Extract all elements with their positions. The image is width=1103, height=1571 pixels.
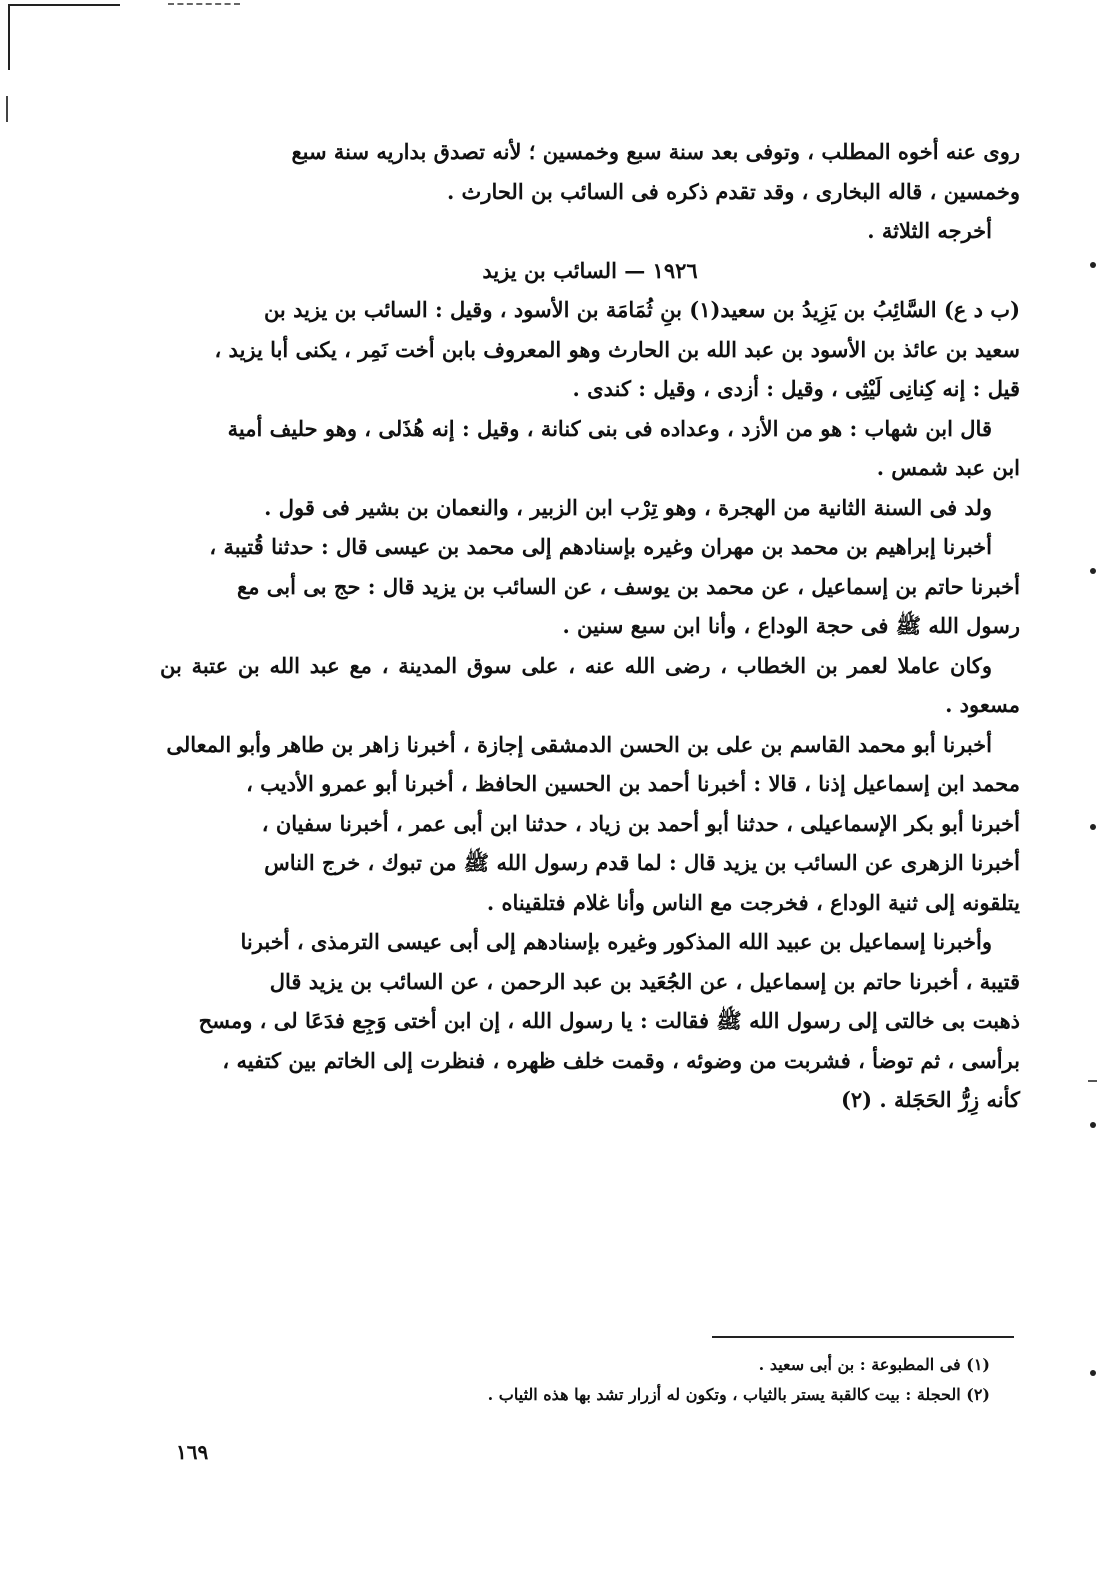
text-line: يتلقونه إلى ثنية الوداع ، فخرجت مع الناس وأنا غلام فتلقيناه . bbox=[486, 889, 1020, 915]
entry-title: ١٩٢٦ — السائب بن يزيد bbox=[482, 257, 698, 283]
paragraph-birth bbox=[160, 488, 1020, 528]
scan-corner-mark-vertical bbox=[8, 4, 10, 70]
page-number: ١٦٩ bbox=[176, 1440, 209, 1464]
paragraph-hadith-seal bbox=[160, 922, 1020, 1120]
footnote-2: (٢) الحجلة : بيت كالقبة يستر بالثياب ، وتكون له أزرار تشد بها هذه الثياب . bbox=[487, 1385, 990, 1404]
text-line: وخمسين ، قاله البخارى ، وقد تقدم ذكره فى السائب بن الحارث . bbox=[446, 178, 1020, 204]
scan-corner-mark bbox=[8, 4, 120, 6]
paragraph-continuation bbox=[160, 132, 1020, 211]
text-line: أخبرنا حاتم بن إسماعيل ، عن محمد بن يوسف ، عن السائب بن يزيد قال : حج بى أبى مع bbox=[237, 573, 1020, 599]
text-line: ولد فى السنة الثانية من الهجرة ، وهو تِرْب ابن الزبير ، والنعمان بن بشير فى قول . bbox=[264, 494, 992, 520]
scan-edge-tick bbox=[6, 96, 8, 122]
text-line: أخبرنا إبراهيم بن محمد بن مهران وغيره بإسنادهم إلى محمد بن عيسى قال : حدثنا قُتيبة ، bbox=[209, 534, 992, 559]
text-line: وكان عاملا لعمر بن الخطاب ، رضى الله عنه ، على سوق المدينة ، مع عبد الله بن عتبة بن مسعود . bbox=[160, 652, 1020, 717]
text-line: قتيبة ، أخبرنا حاتم بن إسماعيل ، عن الجُعَيد بن عبد الرحمن ، عن السائب بن يزيد قال bbox=[269, 968, 1020, 994]
text-line: سعيد بن عائذ بن الأسود بن عبد الله بن الحارث وهو المعروف بابن أخت نَمِر ، يكنى أبا يزيد ، bbox=[214, 336, 1020, 362]
text-line: روى عنه أخوه المطلب ، وتوفى بعد سنة سبع وخمسين ؛ لأنه تصدق بداريه سنة سبع bbox=[291, 139, 1020, 164]
text-line: محمد ابن إسماعيل إذنا ، قالا : أخبرنا أحمد بن الحسين الحافظ ، أخبرنا أبو عمرو الأديب ، bbox=[246, 771, 1020, 796]
footnote-divider bbox=[712, 1336, 1014, 1338]
text-line: (ب د ع) السَّائِبُ بن يَزِيدُ بن سعيد(١) بنِ ثُمَامَة بن الأسود ، وقيل : السائب بن يزيد بن bbox=[263, 297, 1020, 322]
entry-heading bbox=[160, 251, 1020, 291]
paragraph-ibn-shihab bbox=[160, 409, 1020, 488]
text-line: أخبرنا أبو محمد القاسم بن على بن الحسن الدمشقى إجازة ، أخبرنا زاهر بن طاهر وأبو المعالى bbox=[166, 731, 992, 757]
paragraph-hadith-hajj bbox=[160, 527, 1020, 646]
scan-top-dash bbox=[168, 3, 240, 5]
footnotes bbox=[360, 1350, 990, 1410]
page-body bbox=[160, 132, 1020, 1120]
paragraph-entry-intro bbox=[160, 290, 1020, 409]
margin-dot bbox=[1090, 262, 1096, 268]
text-line: وأخبرنا إسماعيل بن عبيد الله المذكور وغيره بإسنادهم إلى أبى عيسى الترمذى ، أخبرنا bbox=[240, 929, 992, 954]
text-line: قال ابن شهاب : هو من الأزد ، وعداده فى بنى كنانة ، وقيل : إنه هُذَلى ، وهو حليف أمية bbox=[227, 415, 992, 441]
text-line: قيل : إنه كِنانِى لَيْثِى ، وقيل : أزدى ، وقيل : كندى . bbox=[572, 376, 1020, 401]
text-line: كأنه زِرُّ الحَجَلة . (٢) bbox=[840, 1087, 1020, 1112]
margin-dash bbox=[1088, 1080, 1097, 1082]
margin-dot bbox=[1090, 568, 1096, 574]
paragraph-governor bbox=[160, 646, 1020, 725]
margin-dot bbox=[1090, 824, 1096, 830]
text-line: ذهبت بى خالتى إلى رسول الله ﷺ فقالت : يا رسول الله ، إن ابن أختى وَجِع فدَعَا لى ، ومسح bbox=[198, 1008, 1020, 1033]
text-line: أخبرنا أبو بكر الإسماعيلى ، حدثنا أبو أحمد بن زياد ، حدثنا ابن أبى عمر ، أخبرنا سفيان ، bbox=[261, 810, 1020, 836]
paragraph-attribution bbox=[160, 211, 1020, 251]
margin-dot bbox=[1090, 1122, 1096, 1128]
paragraph-hadith-tabuk bbox=[160, 725, 1020, 923]
text-line: برأسى ، ثم توضأ ، فشربت من وضوئه ، وقمت خلف ظهره ، فنظرت إلى الخاتم بين كتفيه ، bbox=[222, 1047, 1020, 1073]
footnote-1: (١) فى المطبوعة : بن أبى سعيد . bbox=[758, 1355, 990, 1374]
text-line: أخبرنا الزهرى عن السائب بن يزيد قال : لما قدم رسول الله ﷺ من تبوك ، خرج الناس bbox=[264, 850, 1020, 875]
margin-dot bbox=[1090, 1370, 1096, 1376]
text-line: رسول الله ﷺ فى حجة الوداع ، وأنا ابن سبع سنين . bbox=[562, 613, 1020, 638]
text-line: ابن عبد شمس . bbox=[876, 455, 1020, 480]
text-line: أخرجه الثلاثة . bbox=[867, 218, 992, 243]
